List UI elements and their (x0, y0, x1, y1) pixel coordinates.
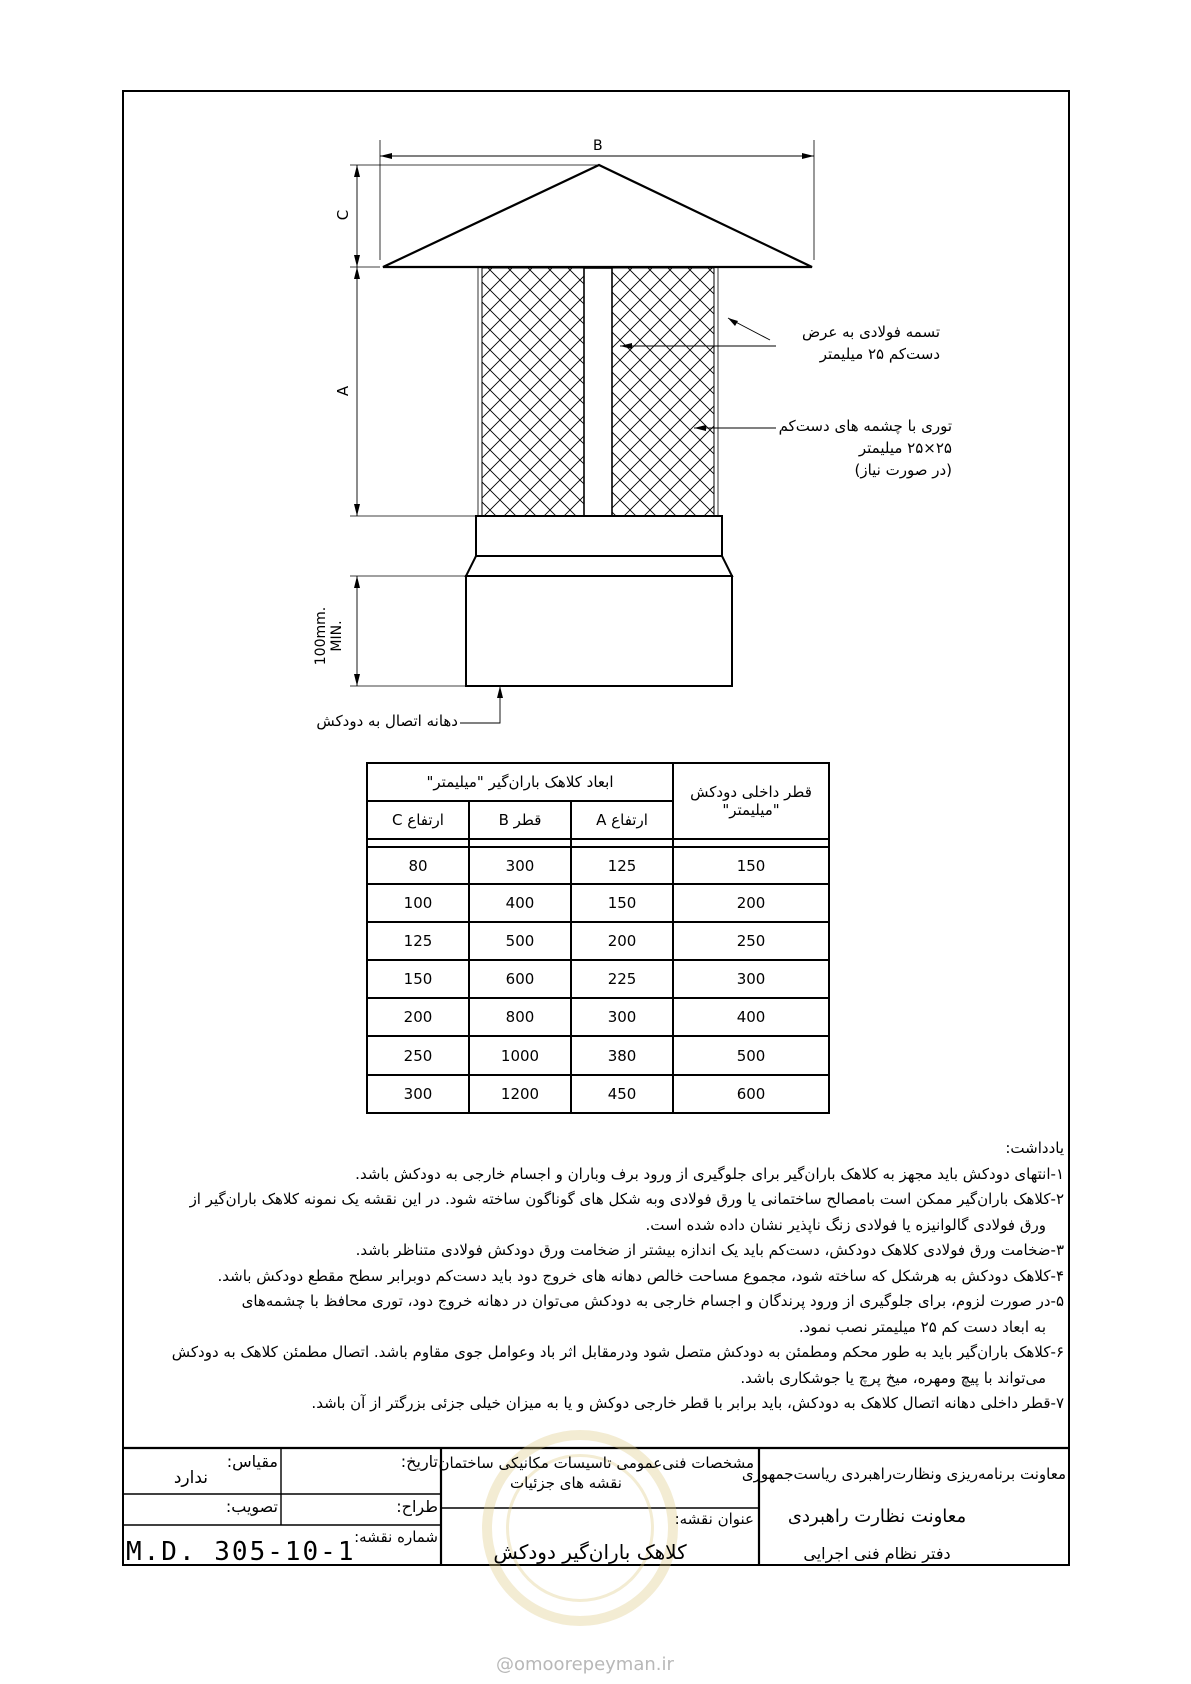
mesh-panel-left (482, 268, 584, 516)
note-1: ۱-انتهای دودکش باید مجهز به کلاهک باران‌گیر برای جلوگیری از ورود برف وباران و اجسام خارجی به دودکش باشد. (355, 1164, 1064, 1183)
cell-b: 1000 (469, 1036, 571, 1074)
cell-b: 1200 (469, 1075, 571, 1113)
dimensions-table (366, 762, 830, 1114)
collar (476, 516, 722, 556)
mesh-note-line1: توری با چشمه های دست‌کم (778, 417, 952, 435)
inlet-sleeve (466, 576, 732, 686)
cell-b: 500 (469, 922, 571, 960)
dimension-a-label: A (334, 385, 353, 397)
table-group-header: ابعاد کلاهک باران‌گیر "میلیمتر" (367, 763, 673, 801)
cap-roof (383, 165, 812, 267)
approval-label: تصویب: (225, 1497, 278, 1516)
spec-subtitle: نقشه های جزئیات (510, 1474, 622, 1492)
org-name: معاونت برنامه‌ریزی ونظارت‌راهبردی ریاست‌جمهوری (741, 1465, 1066, 1483)
table-row (367, 998, 829, 1036)
table-header-a: ارتفاع A (571, 801, 673, 839)
notes-title: یادداشت: (1005, 1139, 1064, 1157)
cell-a: 450 (571, 1075, 673, 1113)
org-sub: معاونت نظارت راهبردی (787, 1506, 967, 1527)
cell-d: 200 (673, 884, 829, 922)
watermark-text: @omoorepeyman.ir (496, 1654, 674, 1675)
table-row (367, 884, 829, 922)
cell-a: 225 (571, 960, 673, 998)
collar-taper (466, 556, 732, 576)
drawing-number-label: شماره نقشه: (354, 1528, 438, 1546)
notes-section (128, 1136, 1064, 1417)
dimension-min-label (313, 607, 345, 665)
cell-a: 200 (571, 922, 673, 960)
table-header-b: قطر B (469, 801, 571, 839)
cell-c: 300 (367, 1075, 469, 1113)
cell-b: 600 (469, 960, 571, 998)
table-row (367, 1075, 829, 1113)
scale-value: ندارد (173, 1468, 208, 1488)
cell-c: 200 (367, 998, 469, 1036)
dimension-min-value: 100mm. (313, 606, 330, 666)
cell-a: 380 (571, 1036, 673, 1074)
scale-label: مقیاس: (226, 1452, 278, 1471)
cell-b: 800 (469, 998, 571, 1036)
steel-strap (584, 268, 612, 516)
cell-c: 125 (367, 922, 469, 960)
dimension-b-label: B (593, 138, 603, 154)
cell-b: 400 (469, 884, 571, 922)
note-3: ۳-ضخامت ورق فولادی کلاهک دودکش، دست‌کم باید یک اندازه بیشتر از ضخامت ورق دودکش فولادی متناظر باشد. (355, 1241, 1064, 1259)
cell-d: 600 (673, 1075, 829, 1113)
inlet-note: دهانه اتصال به دودکش (316, 712, 458, 730)
table-row (367, 922, 829, 960)
table-row (367, 1036, 829, 1074)
cell-d: 500 (673, 1036, 829, 1074)
note-5: ۵-در صورت لزوم، برای جلوگیری از ورود پرندگان و اجسام خارجی به دودکش می‌توان در دهانه خروج دود، توری محافظ با چشمه‌های (241, 1292, 1064, 1310)
cell-a: 300 (571, 998, 673, 1036)
table-row (367, 847, 829, 883)
inner-diameter-label: قطر داخلی دودکش (690, 783, 812, 802)
designer-label: طراح: (396, 1497, 438, 1516)
strap-note (770, 322, 940, 366)
mesh-note-line2: ۲۵×۲۵ میلیمتر (858, 438, 952, 457)
cell-c: 100 (367, 884, 469, 922)
cell-c: 80 (367, 847, 469, 883)
note-6: ۶-کلاهک باران‌گیر باید به طور محکم ومطمئن به دودکش متصل شود ودرمقابل اثر باد وعوامل جوی مقاوم باشد. اتصال مطمئن کلاهک به دودکش (171, 1343, 1064, 1361)
drawing-number: M.D. 305-10-1 (126, 1537, 356, 1567)
note-2-cont: ورق فولادی گالوانیزه یا فولادی زنگ ناپذیر نشان داده شده است. (645, 1215, 1046, 1234)
note-7: ۷-قطر داخلی دهانه اتصال کلاهک به دودکش، باید برابر با قطر خارجی دوکش و یا به میزان خیلی جزئی بزرگتر از آن باشد. (311, 1394, 1064, 1412)
table-row (367, 960, 829, 998)
note-6-cont: می‌تواند با پیچ ومهره، میخ پرچ یا جوشکاری باشد. (740, 1368, 1046, 1387)
spec-title: مشخصات فنی‌عمومی تاسیسات مکانیکی ساختمان (438, 1454, 754, 1472)
strap-note-line2: دست‌کم ۲۵ میلیمتر (819, 344, 940, 363)
cell-d: 400 (673, 998, 829, 1036)
cell-b: 300 (469, 847, 571, 883)
table-header-c: ارتفاع C (367, 801, 469, 839)
inner-diameter-unit: "میلیمتر" (722, 801, 780, 820)
table-header-inner-diameter (673, 763, 829, 839)
note-5-cont: به ابعاد دست کم ۲۵ میلیمتر نصب نمود. (798, 1317, 1046, 1336)
cell-d: 250 (673, 922, 829, 960)
cell-c: 150 (367, 960, 469, 998)
drawing-title-label: عنوان نقشه: (674, 1510, 754, 1528)
mesh-note (770, 416, 952, 481)
dimension-min-suffix: MIN. (329, 620, 346, 652)
cell-c: 250 (367, 1036, 469, 1074)
note-2: ۲-کلاهک باران‌گیر ممکن است بامصالح ساختمانی یا ورق فولادی وبه شکل های گوناگون ساخته شود. در این نقشه یک نمونه کلاهک باران‌گیر از (189, 1190, 1064, 1208)
cell-d: 150 (673, 847, 829, 883)
cell-d: 300 (673, 960, 829, 998)
note-4: ۴-کلاهک دودکش به هرشکل که ساخته شود، مجموع مساحت خالص دهانه های خروج دود باید دست‌کم دوبرابر سطح مقطع دودکش باشد. (217, 1266, 1064, 1285)
date-label: تاریخ: (400, 1452, 438, 1471)
cell-a: 125 (571, 847, 673, 883)
cell-a: 150 (571, 884, 673, 922)
strap-note-line1: تسمه فولادی به عرض (801, 323, 940, 341)
org-office: دفتر نظام فنی اجرایی (803, 1544, 951, 1563)
dimension-c-label: C (334, 209, 353, 221)
drawing-title: کلاهک باران‌گیر دودکش (493, 1540, 687, 1564)
mesh-note-line3: (در صورت نیاز) (854, 460, 952, 479)
mesh-panel-right (612, 268, 714, 516)
